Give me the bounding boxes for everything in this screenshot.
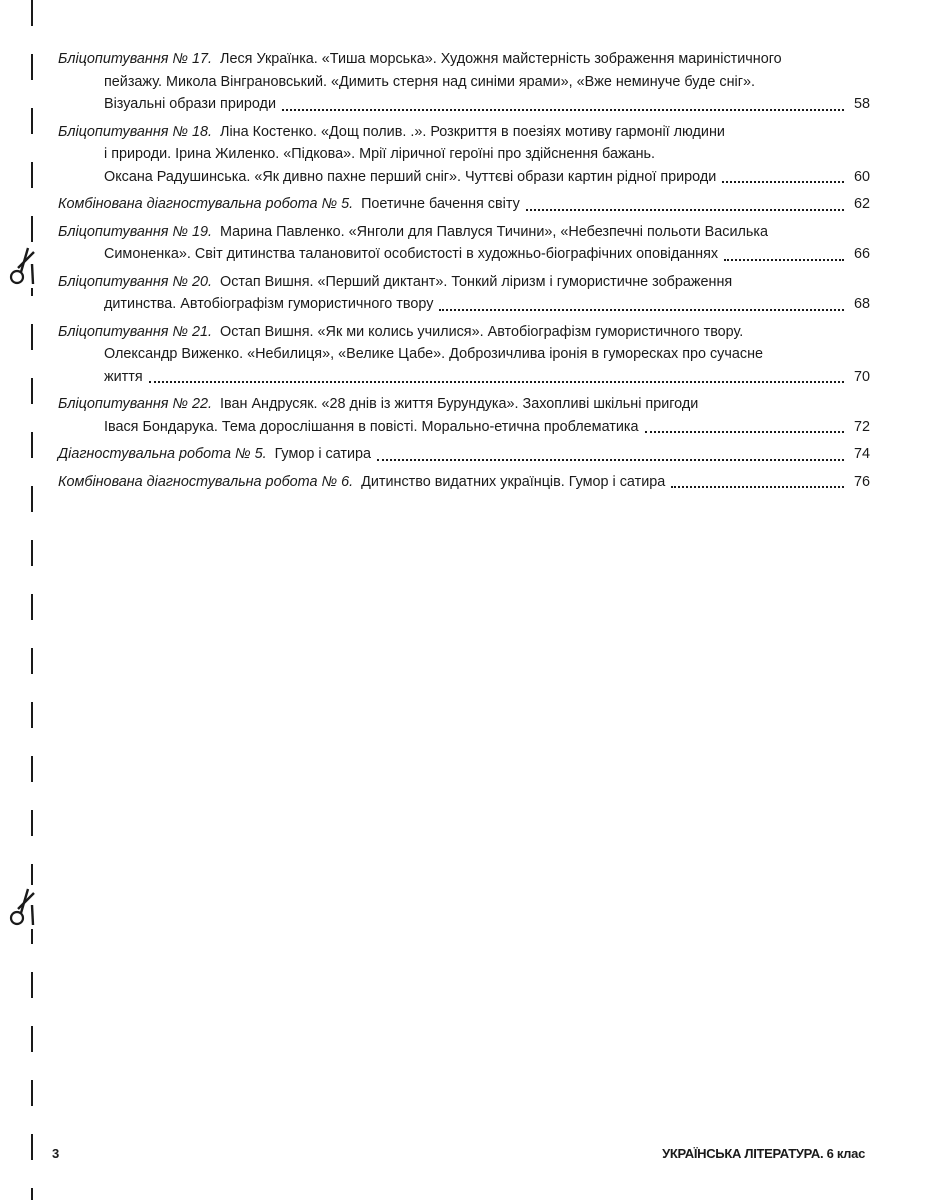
toc-line xyxy=(58,471,870,494)
toc-entry-text: Олександр Виженко. «Небилиця», «Велике Цабе». Доброзичлива іронія в гуморесках про сучасне xyxy=(104,346,764,362)
toc-entry xyxy=(58,443,870,466)
toc-line xyxy=(58,293,870,316)
toc-entry-label: Бліцопитування № 20. xyxy=(58,273,213,290)
toc-entry-label: Діагностувальна робота № 5. xyxy=(58,446,267,462)
dot-leader xyxy=(377,458,844,461)
toc-line xyxy=(58,416,870,439)
dot-leader xyxy=(282,108,844,111)
toc-page-number: 58 xyxy=(853,96,870,112)
dot-leader xyxy=(645,430,844,433)
toc-entry-text: Марина Павленко. «Янголи для Павлуся Тичини», «Небезпечні польоти Василька xyxy=(220,223,768,240)
cut-line xyxy=(30,0,34,1200)
toc-entry-text: Симоненка». Світ дитинства талановитої особистості в художньо-біографічних оповіданнях xyxy=(104,246,719,262)
toc-line xyxy=(58,121,870,144)
dot-leader xyxy=(722,180,844,183)
toc-entry xyxy=(58,121,870,189)
toc-entry-text: Остап Вишня. «Перший диктант». Тонкий ліризм і гумористичне зображення xyxy=(220,273,733,290)
toc-page-number: 70 xyxy=(853,368,870,385)
toc-line xyxy=(58,321,870,344)
toc-page-number: 68 xyxy=(853,296,870,312)
dot-leader xyxy=(671,485,844,488)
toc-entry xyxy=(58,471,870,494)
toc-line xyxy=(58,93,870,116)
dot-leader xyxy=(526,208,844,211)
toc-line xyxy=(58,48,870,71)
toc-entry-text: пейзажу. Микола Вінграновський. «Димить стерня над синіми ярами», «Вже неминуче буде сніг». xyxy=(104,73,755,90)
toc-entry-label: Бліцопитування № 22. xyxy=(58,396,213,412)
toc-entry xyxy=(58,321,870,389)
toc-line xyxy=(58,193,870,216)
toc-line xyxy=(58,393,870,416)
toc-line xyxy=(58,71,870,94)
toc-entry-text: Іван Андрусяк. «28 днів із життя Бурундука». Захопливі шкільні пригоди xyxy=(220,396,699,412)
toc-page-number: 66 xyxy=(853,246,870,262)
toc-entry xyxy=(58,193,870,216)
toc-entry-text: і природи. Ірина Жиленко. «Підкова». Мрії ліричної героїні про здійснення бажань. xyxy=(104,146,656,162)
toc-line xyxy=(58,143,870,166)
toc-page-number: 72 xyxy=(853,418,870,435)
toc-entry-label: Комбінована діагностувальна робота № 5. xyxy=(58,196,354,212)
toc-entry-text: Візуальні образи природи xyxy=(104,96,276,112)
scissors-icon xyxy=(4,885,44,929)
toc-page-number: 74 xyxy=(853,446,870,462)
toc-entry-text: Ліна Костенко. «Дощ полив. .». Розкриття в поезіях мотиву гармонії людини xyxy=(220,123,725,140)
toc-line xyxy=(58,166,870,189)
dot-leader xyxy=(439,308,844,311)
toc-entry-text: Івася Бондарука. Тема дорослішання в повісті. Морально-етична проблематика xyxy=(104,418,639,435)
toc-entry-text: Поетичне бачення світу xyxy=(361,196,520,212)
toc-entry-label: Бліцопитування № 21. xyxy=(58,323,213,340)
toc-page-number: 76 xyxy=(853,473,870,490)
toc-entry-label: Бліцопитування № 19. xyxy=(58,223,213,240)
dot-leader xyxy=(724,258,844,261)
toc-page-number: 62 xyxy=(853,196,870,212)
toc-entry-text: Леся Українка. «Тиша морська». Художня майстерність зображення мариністичного xyxy=(220,51,782,67)
toc-entry-text: Дитинство видатних українців. Гумор і сатира xyxy=(361,473,666,490)
toc-line xyxy=(58,243,870,266)
toc-page-number: 60 xyxy=(853,168,870,185)
toc-entry xyxy=(58,271,870,316)
dot-leader xyxy=(149,380,844,383)
toc-line xyxy=(58,221,870,244)
scissors-icon xyxy=(4,244,44,288)
toc-entry-text: дитинства. Автобіографізм гумористичного твору xyxy=(104,296,434,312)
toc-line xyxy=(58,366,870,389)
toc-entry-text: Остап Вишня. «Як ми колись училися». Автобіографізм гумористичного твору. xyxy=(220,323,744,340)
toc-entry-label: Бліцопитування № 17. xyxy=(58,51,213,67)
page-number: 3 xyxy=(52,1146,60,1161)
toc-entry xyxy=(58,393,870,438)
toc-line xyxy=(58,271,870,294)
toc-line xyxy=(58,443,870,466)
table-of-contents xyxy=(58,48,870,498)
toc-entry xyxy=(58,48,870,116)
toc-entry-text: життя xyxy=(104,368,143,385)
toc-entry-text: Гумор і сатира xyxy=(274,446,372,462)
toc-entry xyxy=(58,221,870,266)
toc-line xyxy=(58,343,870,366)
book-title: УКРАЇНСЬКА ЛІТЕРАТУРА. 6 клас xyxy=(662,1146,865,1161)
toc-entry-text: Оксана Радушинська. «Як дивно пахне перший сніг». Чуттєві образи картин рідної природи xyxy=(104,168,717,185)
toc-entry-label: Комбінована діагностувальна робота № 6. xyxy=(58,473,354,490)
toc-entry-label: Бліцопитування № 18. xyxy=(58,123,213,140)
